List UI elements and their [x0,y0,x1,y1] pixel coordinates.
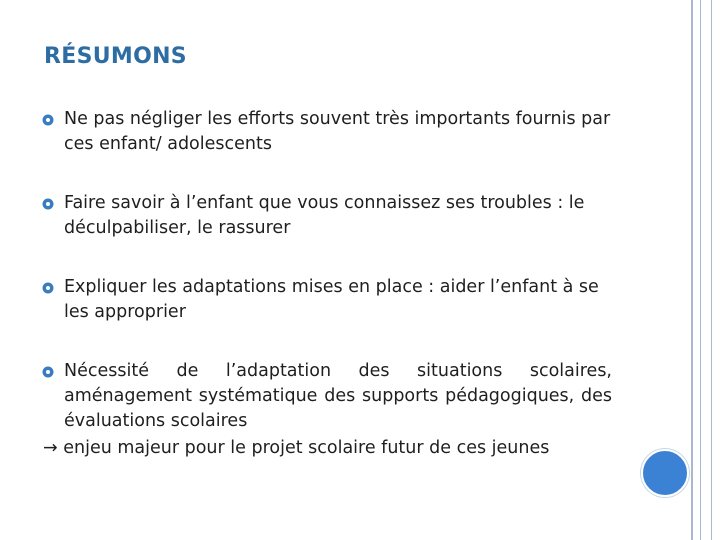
decorative-rail-double [700,0,712,540]
bullet-text: Ne pas négliger les efforts souvent très importants fournis par ces enfant/ adolescents [64,109,611,154]
bullet-text: Faire savoir à l’enfant que vous connaissez ses troubles : le déculpabiliser, le rassurer [64,193,585,238]
bullet-text: Nécessité de l’adaptation des situations scolaires, aménagement systématique des supports pédagogiques, des évaluations scolaires [64,361,612,431]
decorative-rail [691,0,693,540]
conclusion-line: → enjeu majeur pour le projet scolaire futur de ces jeunes [43,438,550,458]
diamond-bullet-icon [42,198,54,210]
slide-title: RÉSUMONS [44,44,187,69]
bullet-text: Expliquer les adaptations mises en place : aider l’enfant à se les approprier [64,277,599,322]
bullet-item [42,275,612,325]
bullet-item [42,191,612,241]
diamond-bullet-icon [42,366,54,378]
bullet-list [42,107,612,461]
bullet-item [42,359,612,434]
decorative-circle [641,449,689,497]
diamond-bullet-icon [42,114,54,126]
diamond-bullet-icon [42,282,54,294]
bullet-item [42,107,612,157]
